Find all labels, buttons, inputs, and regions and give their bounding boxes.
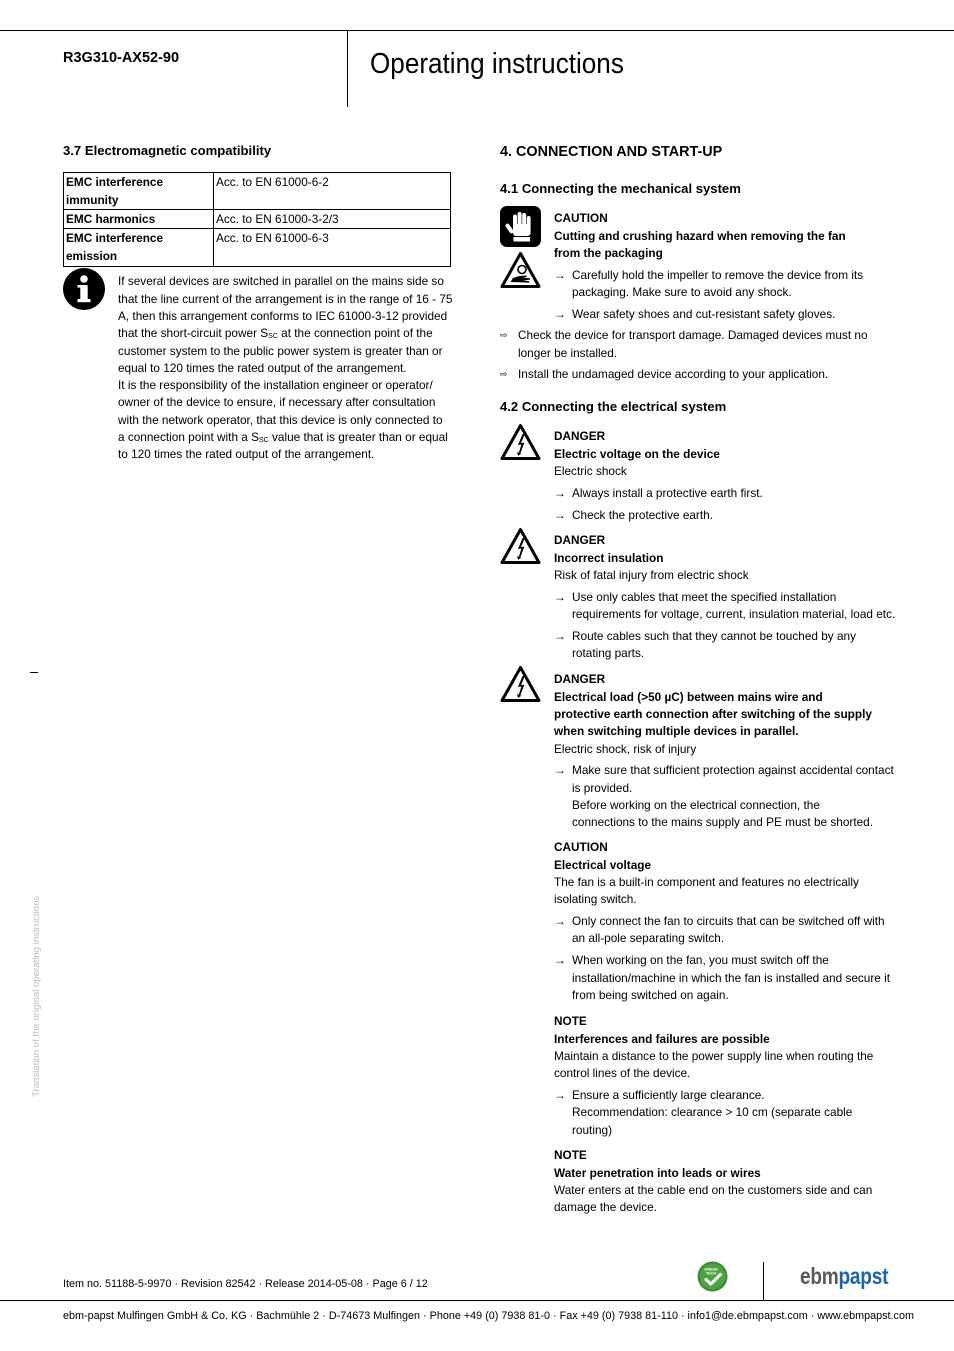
info-text-segment: that the short-circuit power S <box>118 326 269 341</box>
measure-line: Recommendation: clearance > 10 cm (separate cable <box>572 1105 853 1120</box>
arrow-marker: → <box>554 914 566 929</box>
cell-text: EMC interference <box>66 175 164 189</box>
measure-line: packaging. Make sure to avoid any shock. <box>572 285 792 300</box>
footer-company-info: ebm-papst Mulfingen GmbH & Co. KG · Bachmühle 2 · D-74673 Mulfingen · Phone +49 (0) 7938 81-0 · Fax +49 (0) 7938 81-110 · info1@de.ebmpapst.com · www.ebmpapst.com <box>63 1310 914 1322</box>
measure-item <box>554 628 944 663</box>
info-text-line: that the line current of the arrangement is in the range of 16 - 75 <box>118 291 453 306</box>
measure-line: Ensure a sufficiently large clearance. <box>572 1088 765 1103</box>
subscript: SC <box>259 437 269 445</box>
subsection-heading-electrical: 4.2 Connecting the electrical system <box>500 398 727 414</box>
step-marker: ⇨ <box>500 369 508 380</box>
subscript: SC <box>268 333 278 341</box>
info-text-line: A, then this arrangement conforms to IEC 61000-3-12 provided <box>118 308 448 323</box>
measure-item <box>554 762 944 831</box>
green-tech-logo <box>697 1261 728 1292</box>
info-text-line: owner of the device to ensure, if necessary after consultation <box>118 395 436 410</box>
measure-line: requirements for voltage, current, insulation material, load etc. <box>572 607 896 622</box>
arrow-marker: → <box>554 589 566 604</box>
measure-line: Wear safety shoes and cut-resistant safety gloves. <box>572 307 836 322</box>
measure-line: Carefully hold the impeller to remove the device from its <box>572 267 864 282</box>
cell-text: emission <box>66 249 118 263</box>
signal-word: DANGER <box>554 429 606 444</box>
info-text-line: customer system to the public power system is greater than or <box>118 343 443 358</box>
ebmpapst-logo <box>800 1263 888 1289</box>
table-cell-name <box>64 173 214 210</box>
step-marker: ⇨ <box>500 330 508 341</box>
arrow-marker: → <box>554 953 566 968</box>
cell-text: Acc. to EN 61000-6-2 <box>216 175 329 189</box>
measure-line: Check the protective earth. <box>572 507 713 522</box>
info-text-segment: value that is greater than or equal <box>268 430 448 445</box>
hazard-line: from the packaging <box>554 245 663 260</box>
arrow-marker: → <box>554 507 566 522</box>
measure-line: Use only cables that meet the specified installation <box>572 589 837 604</box>
info-text-line: If several devices are switched in parallel on the mains side so <box>118 274 444 289</box>
model-number: R3G310-AX52-90 <box>63 50 180 66</box>
logo-part-ebm: ebm <box>800 1263 839 1289</box>
caution-notice-mechanical <box>554 210 944 323</box>
table-cell-value <box>214 173 451 210</box>
table-cell-name <box>64 210 214 229</box>
header-divider <box>347 30 348 107</box>
measure-line: is provided. <box>572 780 633 795</box>
step-line: longer be installed. <box>518 345 618 360</box>
footer-item-info: Item no. 51188-5-9970 · Revision 82542 · Release 2014-05-08 · Page 6 / 12 <box>63 1278 428 1290</box>
emc-table <box>63 172 451 267</box>
section-heading-connection: 4. CONNECTION AND START-UP <box>500 144 723 160</box>
table-row <box>64 173 451 210</box>
electrical-hazard-icon <box>500 665 541 703</box>
document-title: Operating instructions <box>370 48 624 80</box>
measure-item <box>554 267 944 302</box>
danger-notice-insulation <box>554 532 944 662</box>
measure-item <box>554 507 944 524</box>
measure-item <box>554 306 944 323</box>
measure-line: Only connect the fan to circuits that can be switched off with <box>572 914 885 929</box>
info-paragraph <box>118 273 488 463</box>
measure-item <box>554 952 944 1004</box>
hazard-line: when switching multiple devices in parallel. <box>554 724 799 739</box>
measure-line: Route cables such that they cannot be touched by any <box>572 629 856 644</box>
measure-line: routing) <box>572 1122 612 1137</box>
logo-text: TECH <box>705 1271 717 1276</box>
hazard-line: Interferences and failures are possible <box>554 1031 770 1046</box>
header-top-rule <box>0 30 954 31</box>
measure-item <box>554 589 944 624</box>
fold-mark <box>30 672 38 673</box>
table-cell-value <box>214 229 451 267</box>
measure-line: rotating parts. <box>572 646 645 661</box>
cell-text: EMC harmonics <box>66 212 156 226</box>
measure-item <box>554 1087 944 1139</box>
hazard-line: Water penetration into leads or wires <box>554 1165 761 1180</box>
step-item <box>500 366 940 383</box>
signal-word: CAUTION <box>554 840 608 855</box>
signal-word: DANGER <box>554 533 606 548</box>
consequence-line: Electric shock, risk of injury <box>554 741 697 756</box>
consequence-line: Water enters at the cable end on the customers side and can <box>554 1182 873 1197</box>
measure-item <box>554 913 944 948</box>
step-item <box>500 327 940 362</box>
mechanical-steps <box>500 323 940 384</box>
hazard-line: Electrical load (>50 µC) between mains wire and <box>554 689 823 704</box>
logo-text: GREEN <box>704 1267 718 1272</box>
danger-notice-voltage <box>554 428 944 524</box>
measure-line: installation/machine in which the fan is installed and secure it <box>572 970 891 985</box>
electrical-hazard-icon <box>500 423 541 461</box>
measure-line: When working on the fan, you must switch off the <box>572 953 829 968</box>
consequence-line: Electric shock <box>554 463 627 478</box>
cell-text: EMC interference <box>66 231 164 245</box>
measure-item <box>554 485 944 502</box>
info-icon <box>63 268 105 310</box>
logo-part-papst: papst <box>838 1263 889 1289</box>
cell-text: immunity <box>66 193 119 207</box>
consequence-line: control lines of the device. <box>554 1066 691 1081</box>
measure-line: Always install a protective earth first. <box>572 485 763 500</box>
arrow-marker: → <box>554 307 566 322</box>
signal-word: DANGER <box>554 672 606 687</box>
subsection-heading-mechanical: 4.1 Connecting the mechanical system <box>500 180 741 196</box>
signal-word: CAUTION <box>554 211 608 226</box>
step-line: Install the undamaged device according to your application. <box>518 367 829 382</box>
hazard-line: Electrical voltage <box>554 857 652 872</box>
electrical-hazard-icon <box>500 527 541 565</box>
hazard-line: Cutting and crushing hazard when removing the fan <box>554 228 846 243</box>
consequence-line: isolating switch. <box>554 892 637 907</box>
table-cell-name <box>64 229 214 267</box>
consequence-line: Maintain a distance to the power supply line when routing the <box>554 1048 874 1063</box>
signal-word: NOTE <box>554 1148 587 1163</box>
info-text-line: equal to 120 times the rated output of the arrangement. <box>118 360 407 375</box>
info-text-line: with the network operator, that this device is only connected to <box>118 412 443 427</box>
consequence-line: Risk of fatal injury from electric shock <box>554 567 749 582</box>
footer-divider <box>763 1262 764 1300</box>
hazard-line: Electric voltage on the device <box>554 446 720 461</box>
table-row <box>64 229 451 267</box>
measure-line: Before working on the electrical connection, the <box>572 798 820 813</box>
cell-text: Acc. to EN 61000-6-3 <box>216 231 329 245</box>
signal-word: NOTE <box>554 1014 587 1029</box>
danger-notice-electrical-load <box>554 671 944 831</box>
hazard-line: protective earth connection after switching of the supply <box>554 706 872 721</box>
table-cell-value <box>214 210 451 229</box>
arrow-marker: → <box>554 267 566 282</box>
measure-line: connections to the mains supply and PE must be shorted. <box>572 815 873 830</box>
info-text-segment: at the connection point of the <box>277 326 433 341</box>
hazard-line: Incorrect insulation <box>554 550 664 565</box>
info-text-line <box>118 429 488 446</box>
measure-line: an all-pole separating switch. <box>572 931 725 946</box>
arrow-marker: → <box>554 629 566 644</box>
info-text-line: to 120 times the rated output of the arrangement. <box>118 447 375 462</box>
consequence-line: damage the device. <box>554 1200 657 1215</box>
measure-line: from being switched on again. <box>572 987 729 1002</box>
measure-line: Make sure that sufficient protection against accidental contact <box>572 763 894 778</box>
info-text-segment: a connection point with a S <box>118 430 259 445</box>
note-notice-interferences <box>554 1013 944 1139</box>
crushing-hazard-icon <box>500 251 541 289</box>
caution-notice-voltage <box>554 839 944 1004</box>
safety-gloves-icon <box>500 206 541 247</box>
arrow-marker: → <box>554 485 566 500</box>
step-line: Check the device for transport damage. Damaged devices must no <box>518 328 868 343</box>
info-text-line <box>118 325 488 342</box>
note-notice-water <box>554 1147 944 1216</box>
consequence-line: The fan is a built-in component and features no electrically <box>554 874 859 889</box>
cell-text: Acc. to EN 61000-3-2/3 <box>216 212 339 226</box>
side-note: Translation of the original operating instructions <box>31 895 42 1097</box>
section-heading-emc: 3.7 Electromagnetic compatibility <box>63 142 272 158</box>
arrow-marker: → <box>554 1088 566 1103</box>
info-text-line: It is the responsibility of the installation engineer or operator/ <box>118 378 433 393</box>
footer-rule <box>0 1300 954 1301</box>
table-row <box>64 210 451 229</box>
arrow-marker: → <box>554 763 566 778</box>
